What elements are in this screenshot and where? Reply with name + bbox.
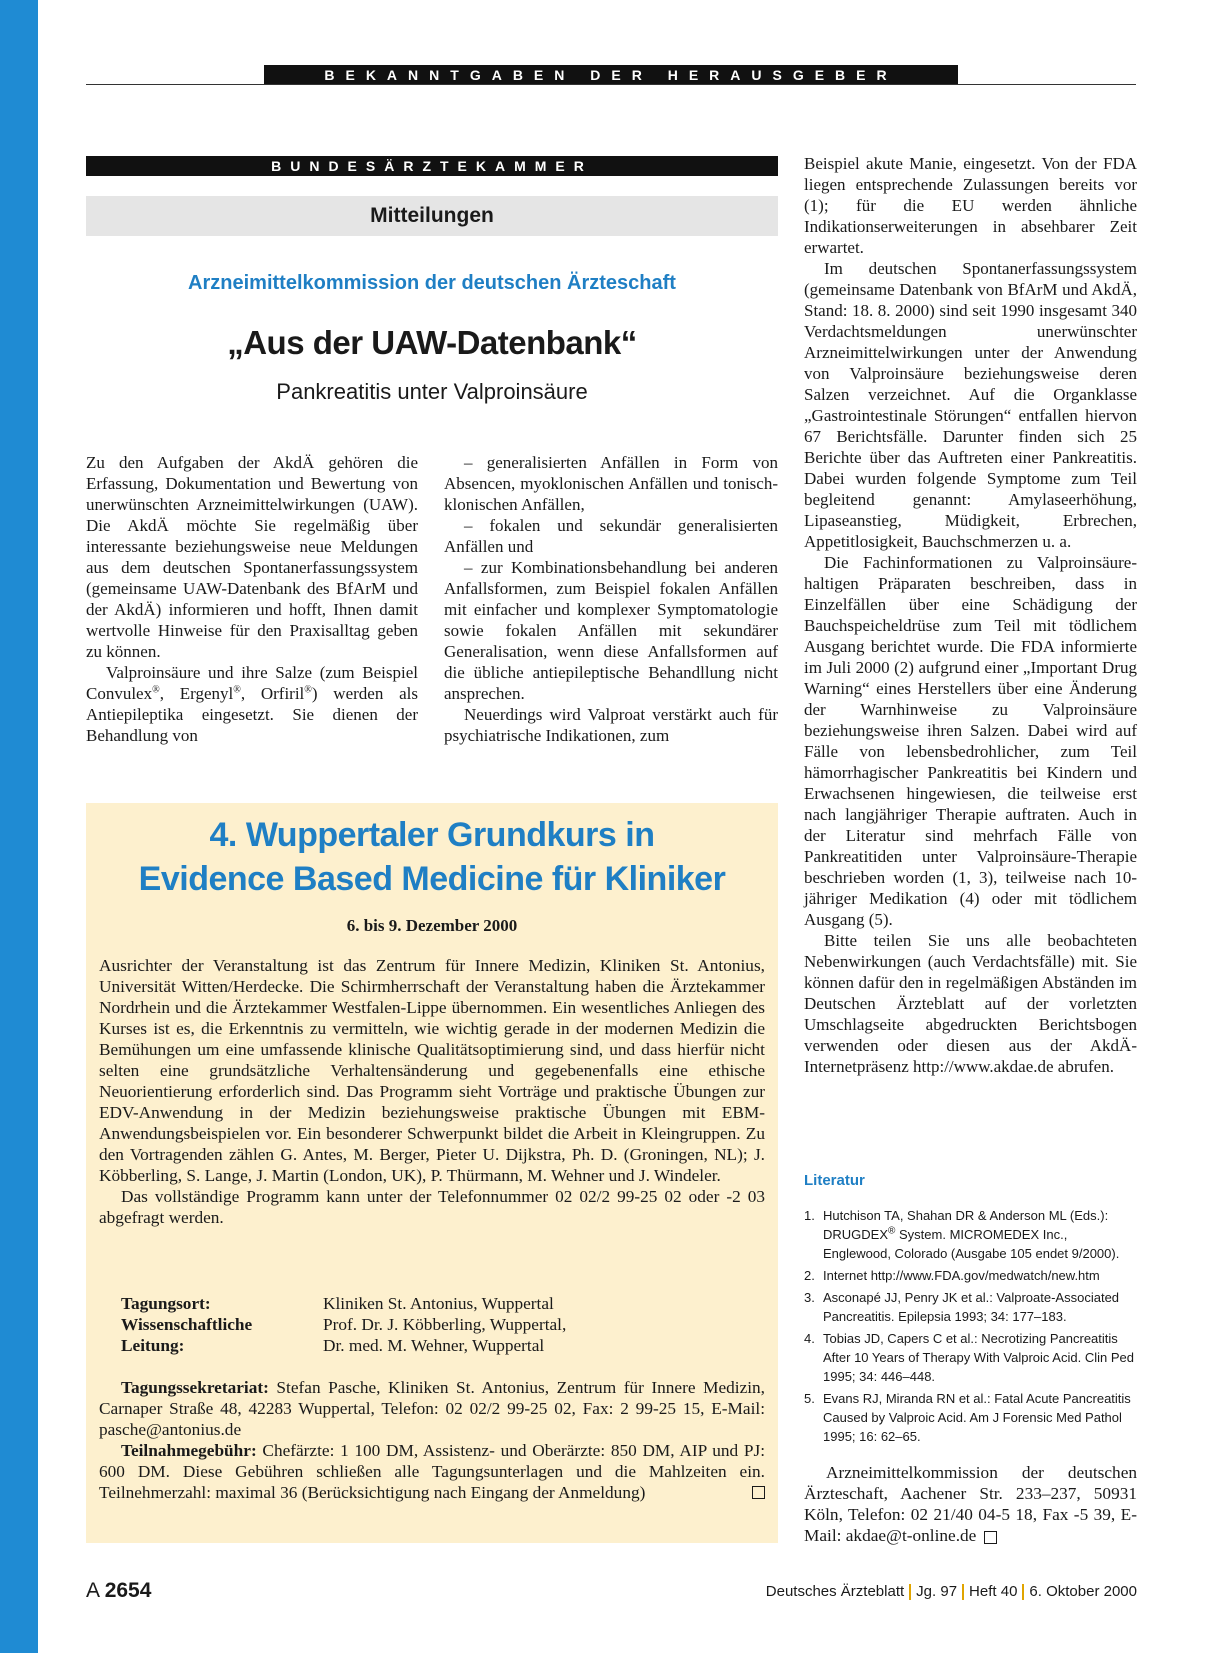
end-mark-icon [984, 1531, 997, 1544]
separator [1022, 1584, 1024, 1600]
article-column-right [804, 153, 1137, 1077]
journal-volume: Jg. 97 [916, 1583, 958, 1600]
category-heading: Mitteilungen [86, 196, 778, 236]
org-header: BUNDESÄRZTEKAMMER [86, 156, 778, 176]
list-item: 5. Evans RJ, Miranda RN et al.: Fatal Acute Pancreatitis Caused by Valproic Acid. Am J Forensic Med Pathol 1995; 16: 62–65. [804, 1391, 1131, 1444]
list-item: – zur Kombinationsbehandlung bei anderen Anfallsformen, zum Beispiel fokalen Anfällen mit einfacher und komplexer Symptomatologie sowie fokalen Anfällen mit sekundärer Generalisation, wenn diese Anfallsformen auf die übliche antiepileptische Behandllung nicht ansprechen. [444, 558, 778, 703]
list-item: 3. Asconapé JJ, Penry JK et al.: Valproate-Associated Pancreatitis. Epilepsia 1993; 34: 177–183. [804, 1290, 1120, 1324]
article-column-left [86, 452, 418, 746]
journal-issue: Heft 40 [969, 1583, 1018, 1600]
list-item: – fokalen und sekundär generalisierten Anfällen und [444, 516, 778, 556]
list-item: 1. Hutchison TA, Shahan DR & Anderson ML (Eds.): DRUGDEX® System. MICROMEDEX Inc., Englewood, Colorado (Ausgabe 105 endet 9/2000). [804, 1208, 1120, 1261]
event-announcement-box [86, 803, 778, 1543]
literature-heading: Literatur [804, 1172, 865, 1189]
journal-date: 6. Oktober 2000 [1029, 1583, 1137, 1600]
venue-value: Kliniken St. Antonius, Wuppertal [323, 1294, 554, 1313]
venue-label: Tagungsort: [121, 1294, 211, 1313]
end-mark-icon [752, 1486, 765, 1499]
paragraph: Neuerdings wird Valproat verstärkt auch für psychiatrische Indikationen, zum [444, 705, 778, 745]
separator [909, 1584, 911, 1600]
secretariat-paragraph: Tagungssekretariat: Stefan Pasche, Kliniken St. Antonius, Zentrum für Innere Medizin, Carnaper Straße 48, 42283 Wuppertal, Telefon: 02 02/2 99-25 02, Fax: 2 99-25 15, E-Mail: pasche@antonius.de [99, 1378, 765, 1439]
paragraph: Ausrichter der Veranstaltung ist das Zentrum für Innere Medizin, Kliniken St. Antonius, Universität Witten/Herdecke. Die Schirmherrschaft der Veranstaltung haben die Ärztekammer Nordrhein und die Ärztekammer Westfalen-Lippe übernommen. Ein wesentliches Anliegen des Kurses ist es, die Erkenntnis zu vermitteln, wie wichtig gerade in der modernen Medizin die Bemühungen um eine umfassende klinische Qualitätsoptimierung sind, und dass hierfür nicht selten eine grundsätzliche Verhaltensänderung und gegebenenfalls eine ethische Neuorientierung erforderlich sind. Das Programm sieht Vorträge und praktische Übungen zur EDV-Anwendung in der Medizin beziehungsweise praktische Übungen mit EBM-Anwendungsbeispielen vor. Ein besonderer Schwerpunkt bildet die Arbeit in Kleingruppen. Zu den Vortragenden zählen G. Antes, M. Berger, Pieter U. Dijkstra, Ph. D. (Groningen, NL); J. Köbberling, S. Lange, J. Martin (London, UK), P. Thürmann, M. Wehner und J. Windeler. [99, 956, 765, 1185]
page-number: A 2654 [86, 1579, 152, 1602]
paragraph: Die Fachinformationen zu Valproinsäure-haltigen Präparaten beschreiben, dass in Einzelfällen über eine Schädigung der Bauchspeicheldrüse zum Teil mit tödlichem Ausgang berichtet wurde. Die FDA informierte im Juli 2000 (2) aufgrund einer „Important Drug Warning“ eines Herstellers über eine Änderung der Warnhinweise zu Valproinsäure beziehungsweise ihren Salzen. Dabei wird auf Fälle von lebensbedrohlicher, zum Teil hämorrhagischer Pankreatitis bei Kindern und Erwachsenen hingewiesen, die teilweise erst nach langjähriger Therapie auftraten. Auch in der Literatur sind mehrfach Fälle von Pankreatitiden unter Valproinsäure-Therapie beschrieben worden (1, 3), teilweise nach 10-jähriger Medikation (4) oder mit tödlichem Ausgang (5). [804, 553, 1137, 929]
article-kicker: Arzneimittelkommission der deutschen Ärzteschaft [188, 272, 676, 294]
list-item: – generalisierten Anfällen in Form von Absencen, myoklonischen Anfällen und tonisch-klonischen Anfällen, [444, 453, 778, 514]
list-item: 4. Tobias JD, Capers C et al.: Necrotizing Pancreatitis After 10 Years of Therapy With Valproic Acid. Clin Ped 1995; 34: 446–448. [804, 1331, 1134, 1384]
lead-label: Wissenschaftliche [121, 1315, 253, 1334]
left-color-bar [0, 0, 38, 1653]
paragraph: Das vollständige Programm kann unter der Telefonnummer 02 02/2 99-25 02 oder -2 03 abgefragt werden. [99, 1187, 765, 1227]
section-header: BEKANNTGABEN DER HERAUSGEBER [264, 65, 958, 85]
separator [962, 1584, 964, 1600]
journal-name: Deutsches Ärzteblatt [765, 1583, 905, 1600]
event-contact [99, 1377, 765, 1503]
paragraph: Valproinsäure und ihre Salze (zum Beispiel Convulex®, Ergenyl®, Orfiril®) werden als Antiepileptika eingesetzt. Sie dienen der Behandlung von [86, 663, 418, 745]
article-title: „Aus der UAW-Datenbank“ [227, 324, 637, 361]
event-title: 4. Wuppertaler Grundkurs in Evidence Based Medicine für Kliniker [138, 816, 726, 898]
lead-value: Prof. Dr. J. Köbberling, Wuppertal, [323, 1315, 567, 1334]
event-dates: 6. bis 9. Dezember 2000 [346, 916, 518, 935]
header-rule [86, 84, 1136, 85]
journal-footer [766, 1583, 1137, 1600]
fee-paragraph: Teilnahmegebühr: Chefärzte: 1 100 DM, Assistenz- und Oberärzte: 850 DM, AIP und PJ: 600 DM. Diese Gebühren schließen alle Tagungsunterlagen und die Mahlzeiten ein. Teilnehmerzahl: maximal 36 (Berücksichtigung nach Eingang der Anmeldung) [99, 1441, 765, 1502]
lead-label: Leitung: [121, 1336, 185, 1355]
lead-value: Dr. med. M. Wehner, Wuppertal [323, 1336, 545, 1355]
paragraph: Zu den Aufgaben der AkdÄ gehören die Erfassung, Dokumentation und Bewertung von unerwünschten Arzneimittelwirkungen (UAW). Die AkdÄ möchte Sie regelmäßig über interessante beziehungsweise neue Meldungen aus dem deutschen Spontanerfassungssystem (gemeinsame UAW-Datenbank des BfArM und der AkdÄ) informieren und hofft, Ihnen damit wertvolle Hinweise für den Praxisalltag geben zu können. [86, 453, 418, 661]
paragraph: Beispiel akute Manie, eingesetzt. Von der FDA liegen entsprechende Zulassungen bereits vor (1); für die EU werden ähnliche Indikationserweiterungen in absehbarer Zeit erwartet. [804, 154, 1137, 257]
article-column-middle [444, 452, 778, 746]
list-item: 2. Internet http://www.FDA.gov/medwatch/new.htm [804, 1268, 1100, 1283]
contact-address: Arzneimittelkommission der deutschen Ärzteschaft, Aachener Str. 233–237, 50931 Köln, Telefon: 02 21/40 04-5 18, Fax -5 39, E-Mail: akdae@t-online.de [804, 1463, 1137, 1545]
paragraph: Bitte teilen Sie uns alle beobachteten Nebenwirkungen (auch Verdachtsfälle) mit. Sie können dafür den in regelmäßigen Abständen im Deutschen Ärzteblatt auf der vorletzten Umschlagseite abgedruckten Berichtsbogen verwenden oder diesen aus der AkdÄ-Internetpräsenz http://www.akdae.de abrufen. [804, 931, 1137, 1076]
article-subtitle: Pankreatitis unter Valproinsäure [276, 379, 588, 404]
paragraph: Im deutschen Spontanerfassungssystem (gemeinsame Datenbank von BfArM und AkdÄ, Stand: 18. 8. 2000) sind seit 1990 insgesamt 340 Verdachtsmeldungen unerwünschter Arzneimittelwirkungen unter der Anwendung von Valproinsäure beziehungsweise deren Salzen verzeichnet. Auf die Organklasse „Gastrointestinale Störungen“ entfallen hiervon 67 Berichtsfälle. Darunter finden sich 25 Berichte über das Auftreten einer Pankreatitis. Dabei wurden folgende Symptome zum Teil begleitend genannt: Amylaseerhöhung, Lipaseanstieg, Müdigkeit, Erbrechen, Appetitlosigkeit, Bauchschmerzen u. a. [804, 259, 1137, 551]
event-description [99, 955, 765, 1228]
literature-list [804, 1206, 1137, 1449]
